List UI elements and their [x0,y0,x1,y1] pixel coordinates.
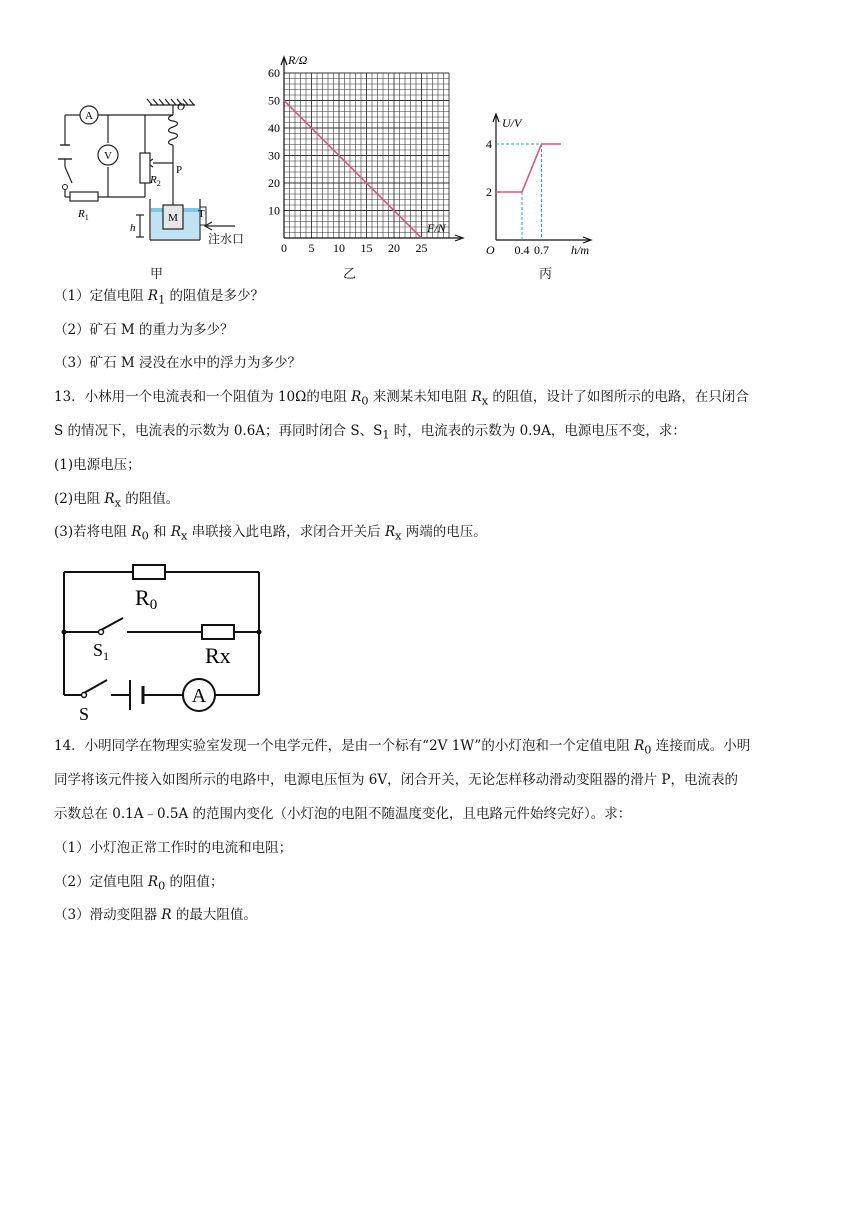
circuit-jia [50,95,260,280]
chart-yi-origin: 0 [281,241,287,255]
y-tick-label: 4 [486,137,492,151]
chart-bing-xlabel: h/m [571,243,589,257]
q13-part3: (3)若将电阻 $R_0$ 和 $R_x$ 串联接入此电路，求闭合开关后 $R_x$ 两端的电压。 [54,524,487,543]
q14-part2: （2）定值电阻 $R_0$ 的阻值； [54,874,224,893]
label-h: h [130,222,136,234]
chart-yi-grid [284,73,449,238]
series-line [496,144,561,192]
q12-part3: （3）矿石 M 浸没在水中的浮力为多少？ [54,355,301,371]
q14-line2: 同学将该元件接入如图所示的电路中，电源电压恒为 6V，闭合开关，无论怎样移动滑动变阻器的滑片 P，电流表的 [54,772,739,788]
label-voltmeter: V [104,150,112,162]
resistor-r2 [140,153,150,183]
caption-bing: 丙 [539,267,553,282]
label-rx: Rx [205,643,231,668]
figure-yi [258,48,468,263]
figure-bing [480,105,610,265]
label-ammeter: A [85,110,93,122]
resistor-rx [202,625,234,639]
label-s1: $S_1$ [93,640,110,663]
x-tick-label: 0.4 [514,243,530,257]
x-tick-label: 25 [415,241,428,255]
q14-part3: （3）滑动变阻器 R 的最大阻值。 [54,907,257,923]
q13-part1: (1)电源电压； [54,457,141,473]
label-r0: R0 [135,585,158,613]
resistor-r0 [133,565,165,579]
circuit-q13 [55,560,270,725]
q12-part2: （2）矿石 M 的重力为多少？ [54,322,234,338]
label-ammeter-q13: A [191,685,207,707]
caption-yi: 乙 [343,267,357,282]
q13-part2: (2)电阻 $R_x$ 的阻值。 [54,491,180,510]
y-tick-label: 10 [268,203,280,218]
q12-part1: （1）定值电阻 $R_1$ 的阻值是多少？ [54,288,265,307]
label-r2: $R_2$ [150,174,161,188]
figure-circuit13 [55,560,270,725]
q13-line1: 13．小林用一个电流表和一个阻值为 10Ω的电阻 $R_0$ 来测某未知电阻 $R_x$ 的阻值，设计了如图所示的电路，在只闭合 [54,389,749,408]
y-tick-label: 20 [268,176,280,190]
figure-jia [50,95,260,280]
y-tick-label: 2 [486,185,492,199]
x-tick-label: 20 [388,241,400,255]
label-inlet: 注水口 [208,232,245,246]
resistor-r1 [70,192,98,201]
label-o: O [177,101,185,113]
y-tick-label: 40 [268,121,280,135]
chart-bing-axes [493,114,591,243]
label-p: P [176,164,183,176]
q14-line1: 14．小明同学在物理实验室发现一个电学元件，是由一个标有“2V 1W”的小灯泡和一个定值电阻 $R_0$ 连接而成。小明 [54,738,751,757]
chart-yi-xlabel: F/N [427,221,446,235]
chart-yi [258,48,468,263]
label-m: M [168,212,178,224]
q14-part1: （1）小灯泡正常工作时的电流和电阻； [54,840,293,856]
x-tick-label: 15 [360,241,373,255]
x-tick-label: 10 [333,241,345,255]
series-line [284,101,422,239]
chart-bing-ylabel: U/V [502,116,522,130]
label-r1: $R_1$ [78,208,89,222]
caption-jia: 甲 [150,267,164,282]
label-s: S [79,704,90,724]
y-tick-label: 50 [268,93,280,108]
chart-bing [480,105,610,265]
chart-bing-origin: O [486,243,495,257]
switch-s1-icon [99,630,104,635]
x-tick-label: 5 [308,241,315,255]
y-tick-label: 30 [268,148,280,163]
x-tick-label: 0.7 [534,243,549,257]
switch-s-icon [82,693,87,698]
y-tick-label: 60 [268,66,280,80]
label-t: T [198,208,205,220]
q14-line3: 示数总在 0.1A﹣0.5A 的范围内变化（小灯泡的电阻不随温度变化，且电路元件始终完好）。求： [54,806,632,822]
q13-line2: S 的情况下，电流表的示数为 0.6A；再同时闭合 S、$S_1$ 时，电流表的示数为 0.9A，电源电压不变，求： [54,423,686,442]
chart-yi-ylabel: R/Ω [288,53,308,67]
